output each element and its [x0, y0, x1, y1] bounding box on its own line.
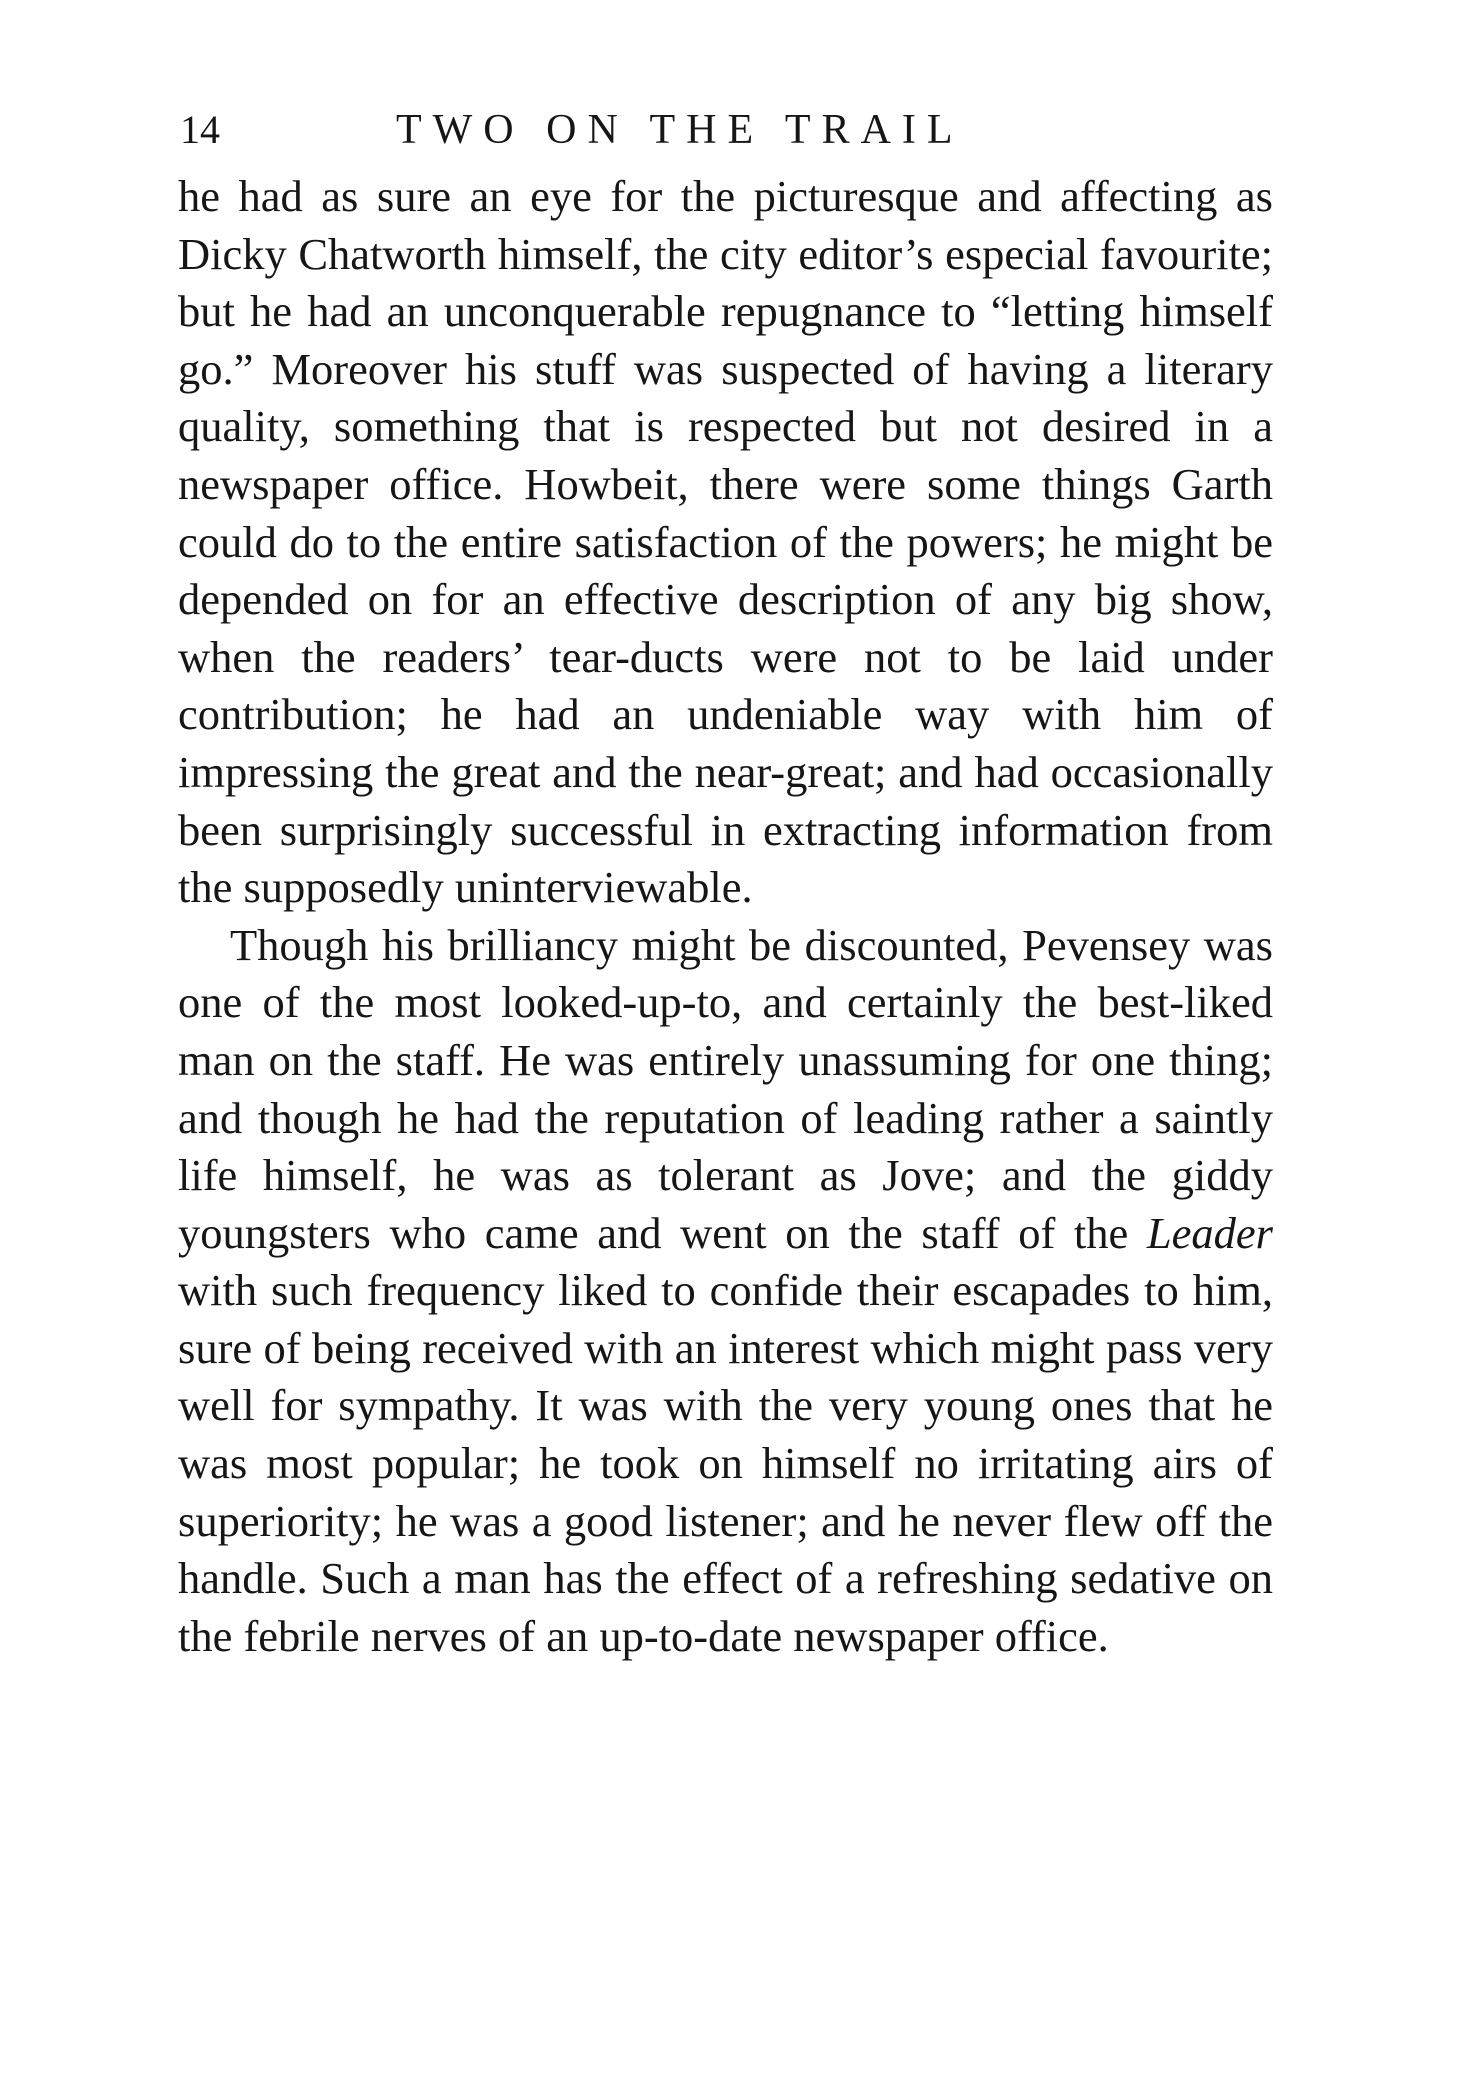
- newspaper-title-italic: Leader: [1146, 1207, 1273, 1258]
- paragraph-1: he had as sure an eye for the picturesque and affecting as Dicky Chatworth himself, the city editor’s especial favourite; but he had an unconquerable repugnance to “letting himself go.” Moreover his stuff was suspected of having a literary quality, something that is respected but not desired in a newspaper office. Howbeit, there were some things Garth could do to the entire satisfaction of the powers; he might be depended on for an effective description of any big show, when the readers’ tear-ducts were not to be laid under contribution; he had an undeniable way with him of impressing the great and the near-great; and had occasionally been surprisingly successful in extracting information from the supposedly uninterviewable.: [178, 171, 1273, 913]
- running-head: [178, 100, 1278, 160]
- running-title: TWO ON THE TRAIL: [396, 107, 964, 153]
- page-number: 14: [180, 107, 220, 152]
- paragraph-2: [178, 917, 1273, 1666]
- paragraph-2-before: Though his brilliancy might be discounted, Pevensey was one of the most looked-up-to, and certainly the best-liked man on the staff. He was entirely unassuming for one thing; and though he had the reputation of leading rather a saintly life himself, he was as tolerant as Jove; and the giddy youngsters who came and went on the staff of the: [178, 919, 1273, 1258]
- book-page: [178, 100, 1278, 1665]
- body-text: [178, 168, 1273, 1665]
- paragraph-2-after: with such frequency liked to confide their escapades to him, sure of being received with an interest which might pass very well for sympathy. It was with the very young ones that he was most popular; he took on himself no irritating airs of superiority; he was a good listener; and he never flew off the handle. Such a man has the effect of a refreshing sedative on the febrile nerves of an up-to-date newspaper office.: [178, 1265, 1273, 1661]
